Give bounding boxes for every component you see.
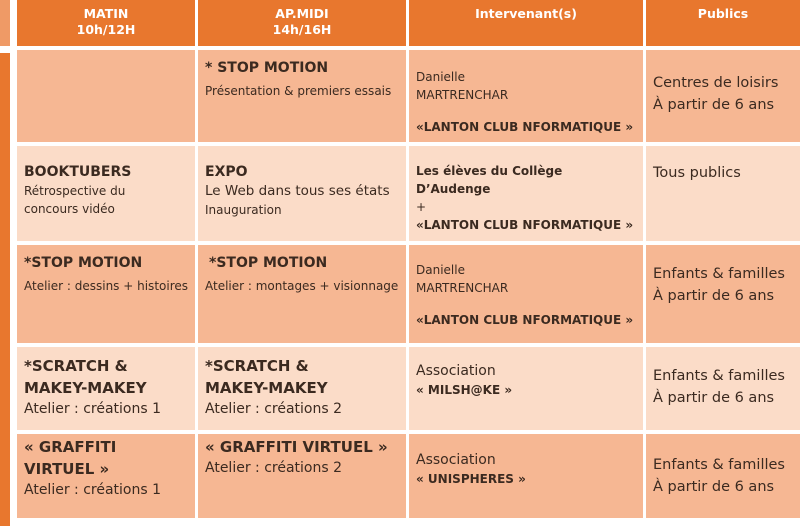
- publics-line: À partir de 6 ans: [653, 287, 775, 304]
- activity-desc: Le Web dans tous ses états: [205, 183, 390, 200]
- left-accent-bar: [0, 53, 10, 526]
- cell-intervenant: [409, 245, 643, 343]
- intervenant-line: MARTRENCHAR: [416, 88, 509, 102]
- header-apmidi: [198, 0, 406, 46]
- activity-desc: Rétrospective du: [24, 184, 126, 199]
- cell-intervenant: [409, 50, 643, 142]
- activity-desc: Atelier : créations 2: [205, 459, 343, 476]
- header-apmidi-label: AP.MIDI: [275, 6, 329, 21]
- publics-line: Enfants & familles: [653, 456, 785, 473]
- cell-publics: [646, 347, 800, 429]
- table-header-row: [17, 0, 800, 46]
- cell-publics: [646, 245, 800, 343]
- intervenant-org: «LANTON CLUB NFORMATIQUE »: [416, 218, 634, 233]
- intervenant-line: Association: [416, 363, 496, 380]
- publics-line: À partir de 6 ans: [653, 97, 775, 113]
- header-publics-label: Publics: [697, 6, 749, 21]
- activity-title: MAKEY-MAKEY: [24, 379, 147, 398]
- cell-intervenant: [409, 434, 643, 518]
- intervenant-line: Les élèves du Collège: [416, 164, 563, 179]
- intervenant-line: D’Audenge: [416, 182, 491, 197]
- cell-apmidi: [198, 245, 406, 343]
- header-matin-label: MATIN: [83, 6, 129, 21]
- activity-title: *SCRATCH &: [24, 357, 128, 376]
- intervenant-line: Danielle: [416, 262, 465, 277]
- cell-publics: [646, 50, 800, 142]
- activity-desc: Atelier : créations 1: [24, 401, 162, 418]
- publics-line: Enfants & familles: [653, 368, 785, 385]
- cell-apmidi: [198, 434, 406, 518]
- activity-title: « GRAFFITI VIRTUEL »: [24, 437, 117, 478]
- header-apmidi-time: 14h/16H: [272, 22, 332, 37]
- intervenant-line: Association: [416, 451, 496, 468]
- activity-desc: concours vidéo: [24, 202, 115, 217]
- activity-desc: Atelier : créations 1: [24, 481, 162, 498]
- schedule-table: [14, 0, 800, 522]
- intervenant-org: « UNISPHERES »: [416, 471, 526, 486]
- activity-desc: Inauguration: [205, 203, 282, 218]
- cell-matin: [17, 434, 195, 518]
- header-intervenants: [409, 0, 643, 46]
- intervenant-plus: +: [416, 200, 427, 215]
- activity-desc: Atelier : dessins + histoires: [24, 278, 188, 293]
- activity-title: *STOP MOTION: [209, 254, 328, 271]
- publics-line: À partir de 6 ans: [653, 478, 775, 495]
- activity-title: BOOKTUBERS: [24, 164, 132, 181]
- cell-publics: [646, 434, 800, 518]
- table-row: [17, 434, 800, 518]
- spacer: [416, 297, 637, 311]
- table-row: [17, 245, 800, 343]
- cell-intervenant: [409, 347, 643, 429]
- publics-line: Tous publics: [653, 165, 741, 182]
- cell-publics: [646, 146, 800, 240]
- header-matin: [17, 0, 195, 46]
- activity-title: * STOP MOTION: [205, 60, 329, 76]
- publics-line: Centres de loisirs: [653, 75, 779, 91]
- table-row: [17, 347, 800, 429]
- cell-matin: [17, 245, 195, 343]
- cell-apmidi: [198, 347, 406, 429]
- cell-intervenant: [409, 146, 643, 240]
- intervenant-org: «LANTON CLUB NFORMATIQUE »: [416, 312, 634, 327]
- cell-apmidi: [198, 50, 406, 142]
- activity-title: EXPO: [205, 164, 248, 181]
- activity-title: MAKEY-MAKEY: [205, 379, 328, 398]
- table-row: [17, 50, 800, 142]
- intervenant-org: «LANTON CLUB NFORMATIQUE »: [416, 120, 634, 134]
- cell-matin: [17, 347, 195, 429]
- intervenant-line: MARTRENCHAR: [416, 280, 509, 295]
- left-accent-bar-top: [0, 0, 10, 46]
- table-row: [17, 146, 800, 240]
- publics-line: À partir de 6 ans: [653, 390, 775, 407]
- publics-line: Enfants & familles: [653, 265, 785, 282]
- activity-desc: Atelier : montages + visionnage: [205, 278, 399, 293]
- activity-title: *STOP MOTION: [24, 254, 143, 271]
- activity-desc: Atelier : créations 2: [205, 401, 343, 418]
- intervenant-line: Danielle: [416, 70, 465, 84]
- activity-desc: Présentation & premiers essais: [205, 84, 392, 98]
- cell-apmidi: [198, 146, 406, 240]
- spacer: [416, 104, 637, 118]
- cell-matin: [17, 50, 195, 142]
- intervenant-org: « MILSH@KE »: [416, 383, 513, 398]
- header-intervenants-label: Intervenant(s): [475, 6, 577, 21]
- header-matin-time: 10h/12H: [76, 22, 136, 37]
- activity-title: *SCRATCH &: [205, 357, 309, 376]
- activity-title: « GRAFFITI VIRTUEL »: [205, 437, 388, 456]
- cell-matin: [17, 146, 195, 240]
- header-publics: [646, 0, 800, 46]
